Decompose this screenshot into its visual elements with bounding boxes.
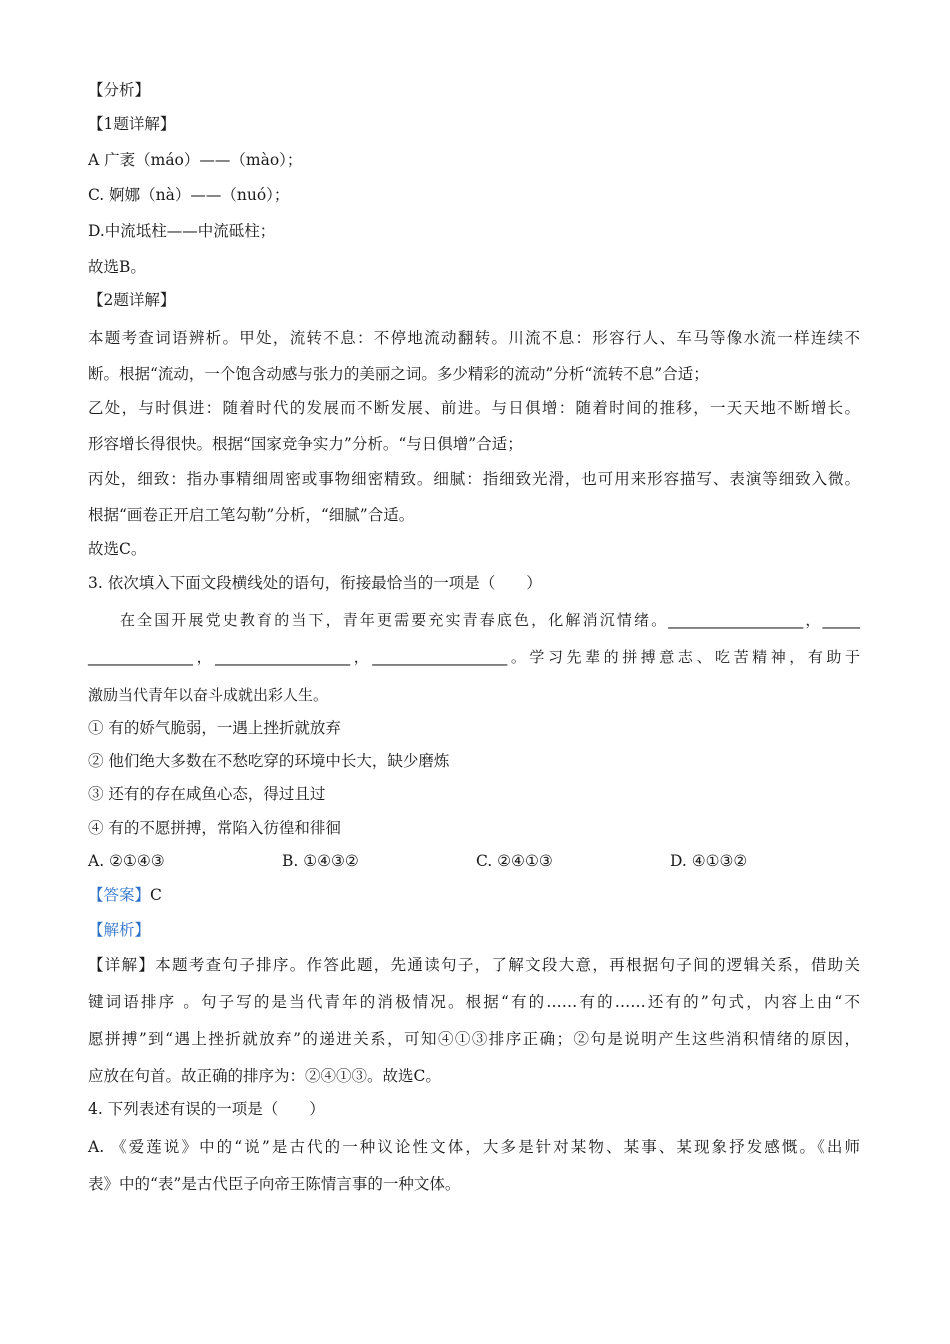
answer-label: 【答案】 [88, 886, 151, 904]
q3-item: ① 有的娇气脆弱，一遇上挫折就放弃 [88, 719, 341, 737]
q3-stem: 3. 依次填入下面文段横线处的语句，衔接最恰当的一项是（ ） [88, 574, 542, 592]
q3-option-b: B. ①④③② [282, 852, 359, 870]
q3-detail-line [88, 955, 860, 975]
q1-line: D.中流坻柱——中流砥柱； [88, 222, 276, 240]
q3-detail-line: 愿拼搏”到“遇上挫折就放弃”的递进关系，可知④①③排序正确；②句是说明产生这些消积情绪的原因， [88, 1030, 860, 1048]
q3-option-c: C. ②④①③ [476, 852, 553, 870]
q1-line: 故选B。 [88, 258, 146, 276]
q2-line: 丙处，细致：指办事精细周密或事物细密精致。细腻：指细致光滑，也可用来形容描写、表演等细致入微。 [88, 470, 860, 488]
q2-line: 乙处，与时俱进：随着时代的发展而不断发展、前进。与日俱增：随着时间的推移，一天天地不断增长。 [88, 399, 860, 417]
q3-item: ④ 有的不愿拼搏，常陷入彷徨和徘徊 [88, 819, 341, 837]
q3-answer [88, 885, 162, 905]
q1-line: C. 婀娜（nà）——（nuó）； [88, 186, 290, 204]
q3-passage-line: ______________，__________________，__________________。学习先辈的拼搏意志、吃苦精神，有助于 [88, 648, 860, 666]
q1-detail-label: 【1题详解】 [88, 115, 176, 133]
q3-option-d: D. ④①③② [670, 852, 748, 870]
q3-item: ② 他们绝大多数在不愁吃穿的环境中长大，缺少磨炼 [88, 752, 450, 770]
q2-line: 形容增长得很快。根据“国家竞争实力”分析。“与日俱增”合适； [88, 435, 523, 453]
detail-text: 本题考查句子排序。作答此题，先通读句子，了解文段大意，再根据句子间的逻辑关系，借助关 [155, 956, 860, 974]
q3-passage-line: 在全国开展党史教育的当下，青年更需要充实青春底色，化解消沉情绪。__________________，_____ [120, 611, 860, 629]
q2-detail-label: 【2题详解】 [88, 291, 176, 309]
q2-line: 断。根据“流动，一个饱含动感与张力的美丽之词。多少精彩的流动”分析“流转不息”合适； [88, 365, 709, 383]
q2-line: 根据“画卷正开启工笔勾勒”分析，“细腻”合适。 [88, 506, 415, 524]
q3-item: ③ 还有的存在咸鱼心态，得过且过 [88, 785, 326, 803]
analysis-label: 【分析】 [88, 81, 151, 99]
q4-option-a-line: A. 《爱莲说》中的“说”是古代的一种议论性文体，大多是针对某物、某事、某现象抒发感慨。《出师 [88, 1138, 860, 1156]
q3-option-a: A. ②①④③ [88, 852, 165, 870]
q3-detail-line: 应放在句首。故正确的排序为：②④①③。故选C。 [88, 1067, 441, 1085]
answer-value: C [150, 886, 162, 904]
q3-passage-line: 激励当代青年以奋斗成就出彩人生。 [88, 686, 329, 704]
q1-line: A 广袤（máo）——（mào）； [88, 151, 303, 169]
detail-label: 【详解】 [88, 956, 156, 974]
q4-option-a-line: 表》中的“表”是古代臣子向帝王陈情言事的一种文体。 [88, 1175, 461, 1193]
q4-stem: 4. 下列表述有误的一项是（ ） [88, 1100, 325, 1118]
q2-line: 故选C。 [88, 540, 147, 558]
explain-label: 【解析】 [88, 921, 151, 939]
q2-line: 本题考查词语辨析。甲处，流转不息：不停地流动翻转。川流不息：形容行人、车马等像水流一样连续不 [88, 329, 860, 347]
q3-detail-line: 键词语排序 。句子写的是当代青年的消极情况。根据“有的……有的……还有的”句式，内容上由“不 [88, 993, 860, 1011]
